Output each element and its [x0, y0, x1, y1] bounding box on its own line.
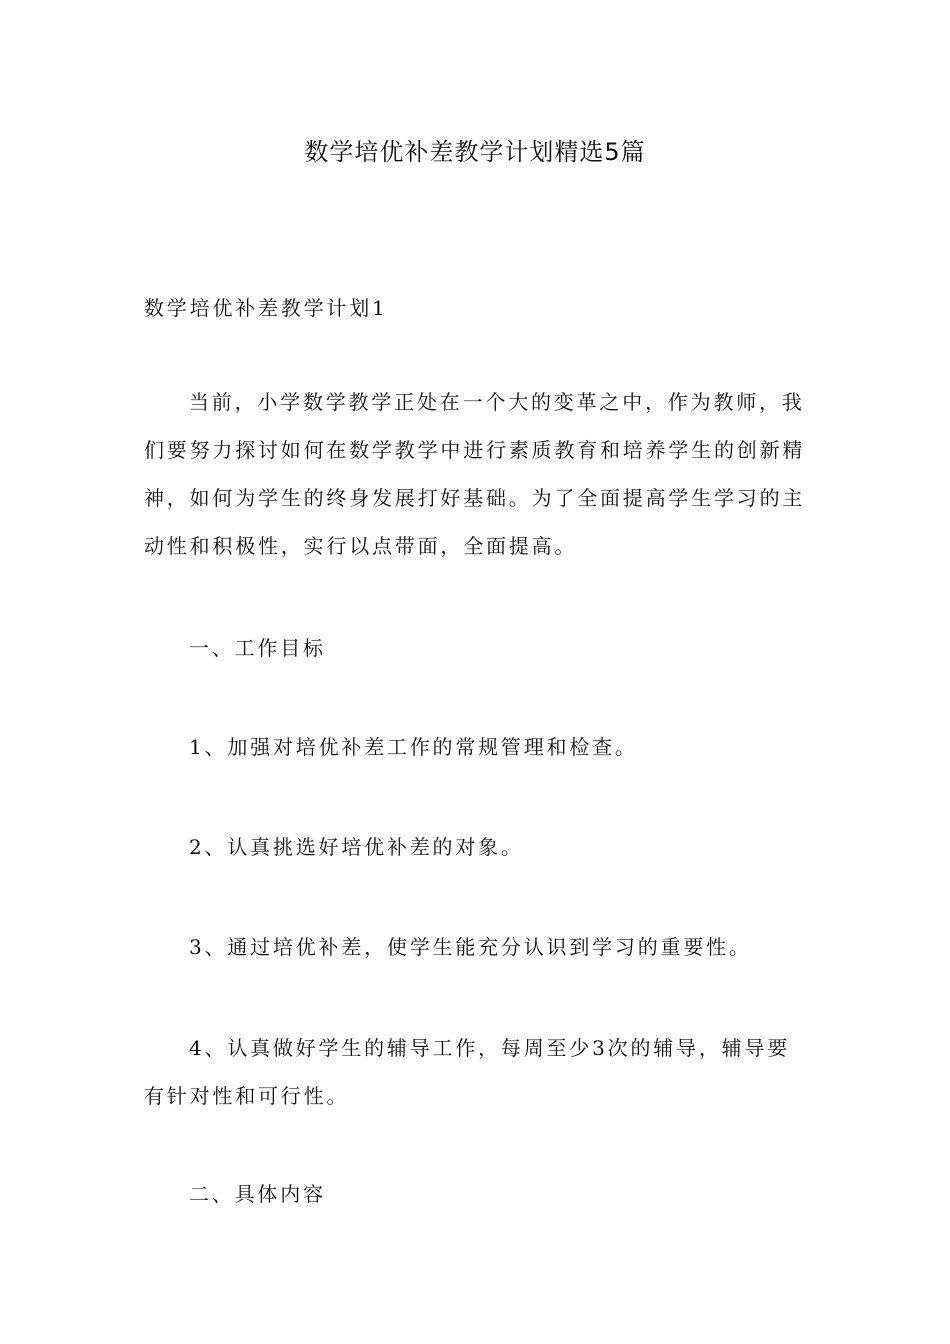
goal-item-1: 1、加强对培优补差工作的常规管理和检查。 — [189, 735, 638, 759]
goal-item-2: 2、认真挑选好培优补差的对象。 — [189, 835, 524, 859]
part-two-heading: 二、具体内容 — [189, 1182, 326, 1206]
document-title: 数学培优补差教学计划精选5篇 — [304, 138, 646, 166]
goal-item-4: 4、认真做好学生的辅导工作，每周至少3次的辅导，辅导要有针对性和可行性。 — [144, 1036, 791, 1108]
part-one-heading: 一、工作目标 — [189, 636, 326, 660]
goal-item-3: 3、通过培优补差，使学生能充分认识到学习的重要性。 — [189, 935, 752, 959]
intro-paragraph: 当前，小学数学教学正处在一个大的变革之中，作为教师，我们要努力探讨如何在数学教学中进行素质教育和培养学生的创新精神，如何为学生的终身发展打好基础。为了全面提高学生学习的主动性和积极性，实行以点带面，全面提高。 — [144, 390, 806, 558]
section-heading: 数学培优补差教学计划1 — [144, 296, 388, 320]
